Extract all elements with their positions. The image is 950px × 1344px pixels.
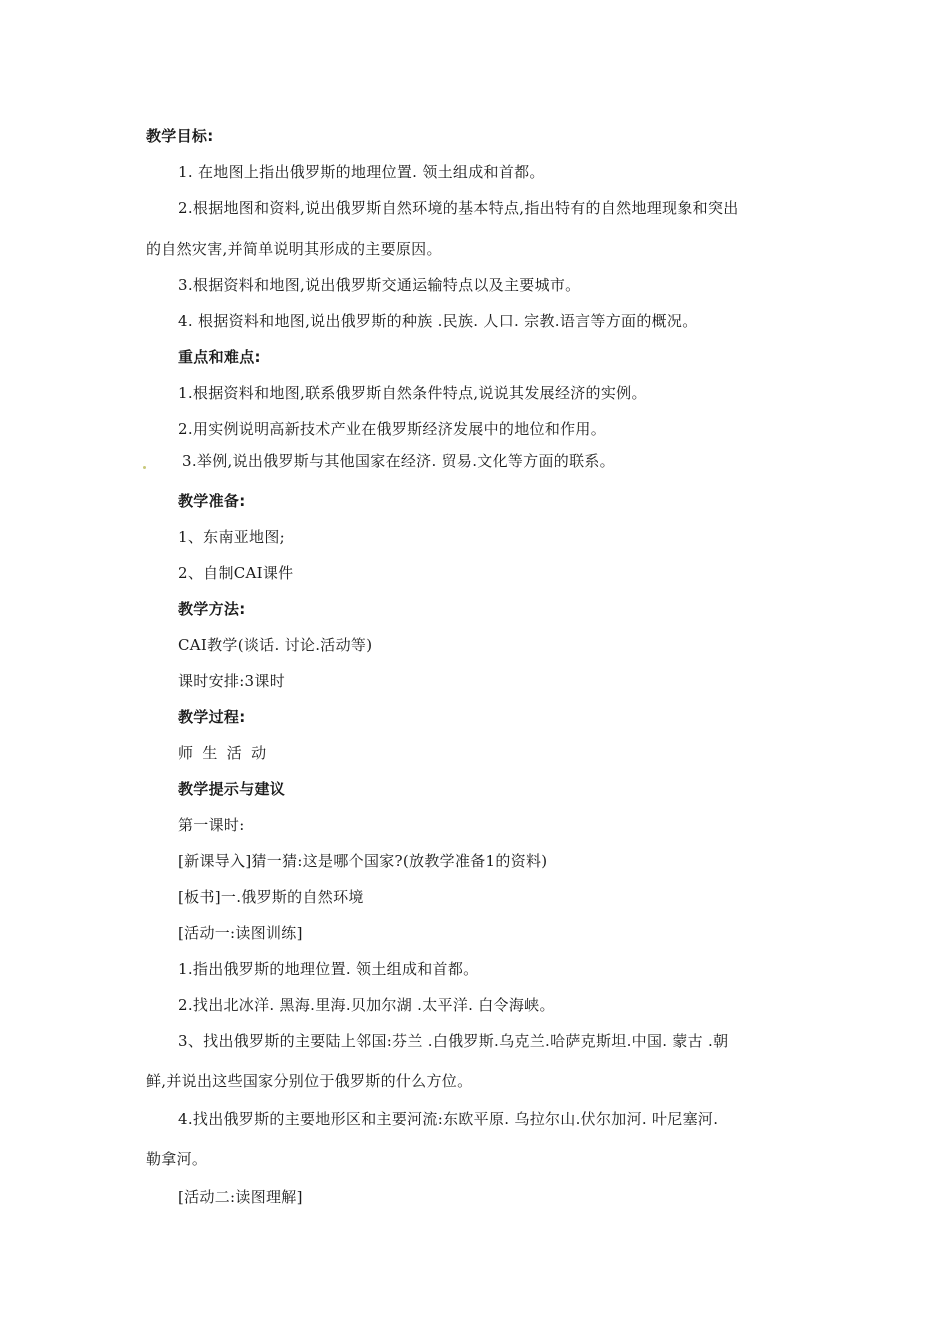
- goal-item: 1. 在地图上指出俄罗斯的地理位置. 领土组成和首都。: [178, 163, 545, 181]
- goal-item: 4. 根据资料和地图,说出俄罗斯的种族 .民族. 人口. 宗教.语言等方面的概况。: [178, 312, 698, 330]
- body-line: [活动二:读图理解]: [178, 1188, 303, 1206]
- body-line-continuation: 鲜,并说出这些国家分别位于俄罗斯的什么方位。: [146, 1072, 473, 1090]
- body-line: 2.找出北冰洋. 黑海.里海.贝加尔湖 .太平洋. 白令海峡。: [178, 996, 555, 1014]
- prep-item: 2、自制CAI课件: [178, 564, 294, 582]
- body-line: [新课导入]猜一猜:这是哪个国家?(放教学准备1的资料): [178, 852, 548, 870]
- key-point-item: 3.举例,说出俄罗斯与其他国家在经济. 贸易.文化等方面的联系。: [182, 452, 615, 470]
- goal-item: 2.根据地图和资料,说出俄罗斯自然环境的基本特点,指出特有的自然地理现象和突出: [178, 199, 739, 217]
- tips-heading: 教学提示与建议: [178, 780, 286, 798]
- key-point-item: 1.根据资料和地图,联系俄罗斯自然条件特点,说说其发展经济的实例。: [178, 384, 647, 402]
- body-line: 1.指出俄罗斯的地理位置. 领土组成和首都。: [178, 960, 479, 978]
- prep-item: 1、东南亚地图;: [178, 528, 285, 546]
- method-heading: 教学方法:: [178, 600, 246, 618]
- key-points-heading: 重点和难点:: [178, 348, 261, 366]
- body-line: [活动一:读图训练]: [178, 924, 303, 942]
- body-line: 3、找出俄罗斯的主要陆上邻国:芬兰 .白俄罗斯.乌克兰.哈萨克斯坦.中国. 蒙古 .朝: [178, 1032, 729, 1050]
- schedule-text: 课时安排:3课时: [178, 672, 285, 690]
- process-heading: 教学过程:: [178, 708, 246, 726]
- goal-item: 3.根据资料和地图,说出俄罗斯交通运输特点以及主要城市。: [178, 276, 581, 294]
- stray-mark: [143, 466, 146, 469]
- process-columns: 师 生 活 动: [178, 744, 267, 762]
- lesson-one-label: 第一课时:: [178, 816, 245, 834]
- goals-heading: 教学目标:: [146, 127, 214, 145]
- key-point-item: 2.用实例说明高新技术产业在俄罗斯经济发展中的地位和作用。: [178, 420, 607, 438]
- prep-heading: 教学准备:: [178, 492, 246, 510]
- body-line: 4.找出俄罗斯的主要地形区和主要河流:东欧平原. 乌拉尔山.伏尔加河. 叶尼塞河.: [178, 1110, 719, 1128]
- method-text: CAI教学(谈话. 讨论.活动等): [178, 636, 373, 654]
- body-line: [板书]一.俄罗斯的自然环境: [178, 888, 364, 906]
- goal-item-continuation: 的自然灾害,并简单说明其形成的主要原因。: [146, 240, 442, 258]
- body-line-continuation: 勒拿河。: [146, 1150, 208, 1168]
